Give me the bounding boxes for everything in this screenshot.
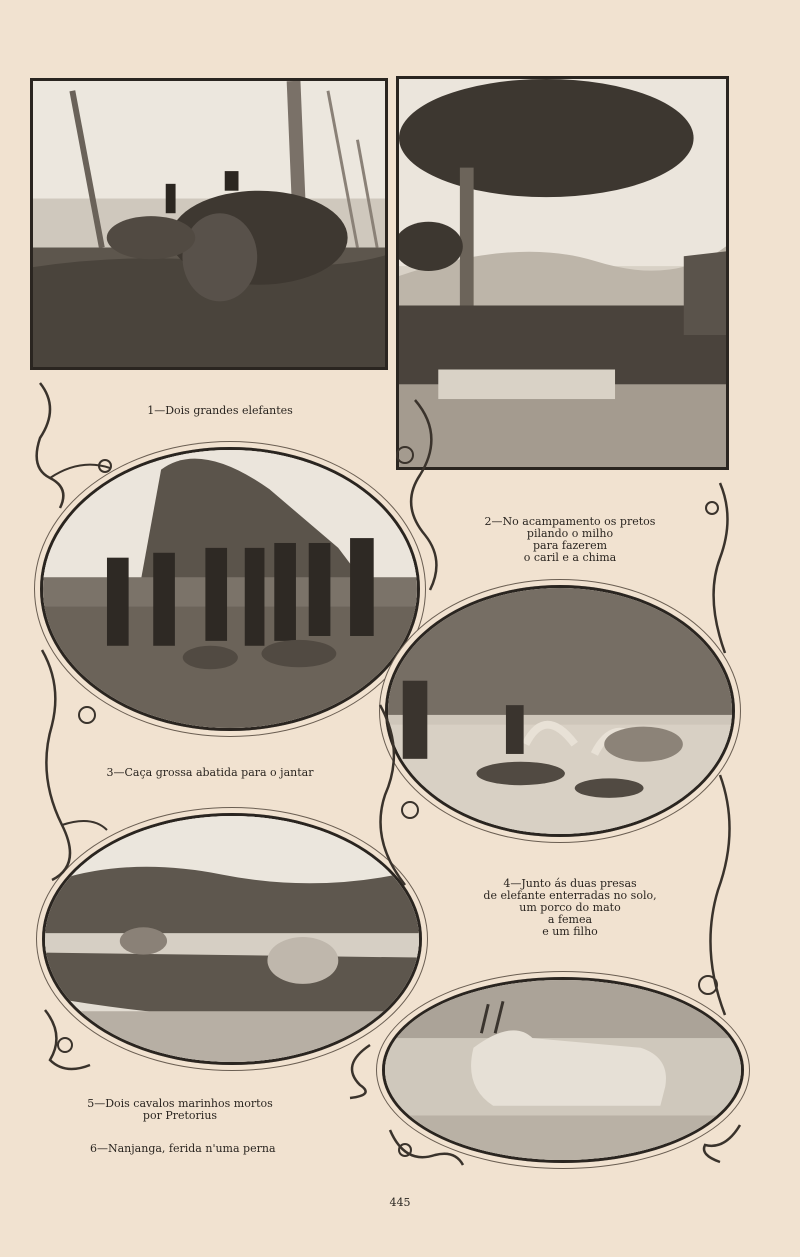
- photo-tusks-and-warthogs: [385, 585, 735, 837]
- caption-photo-1: 1—Dois grandes elefantes: [147, 404, 293, 417]
- ornament-bottom-center: [385, 1125, 465, 1170]
- caption-photo-4: 4—Junto ás duas presas de elefante enterradas no solo, um porco do mato a femea e um filho: [483, 877, 657, 938]
- ornament-center-mid: [360, 700, 435, 890]
- caption-photo-5: 5—Dois cavalos marinhos mortos por Pretorius: [87, 1097, 273, 1122]
- photo-elephants: [30, 78, 388, 370]
- ornament-center-top: [385, 395, 455, 595]
- caption-photo-2: 2—No acampamento os pretos pilando o milho para fazerem o caril e a chima: [484, 515, 656, 564]
- caption-photo-3: 3—Caça grossa abatida para o jantar: [106, 766, 314, 779]
- ornament-right-mid: [700, 478, 740, 658]
- ornament-left-low: [35, 1005, 95, 1075]
- ornament-center-low: [330, 1040, 380, 1100]
- ornament-bottom-right: [695, 1120, 745, 1165]
- ornament-left-top: [30, 378, 120, 528]
- ornament-right-low: [690, 770, 745, 1020]
- caption-photo-6: 6—Nanjanga, ferida n'uma perna: [90, 1142, 276, 1155]
- page-number: 445: [389, 1196, 411, 1209]
- ornament-left-mid: [32, 645, 112, 885]
